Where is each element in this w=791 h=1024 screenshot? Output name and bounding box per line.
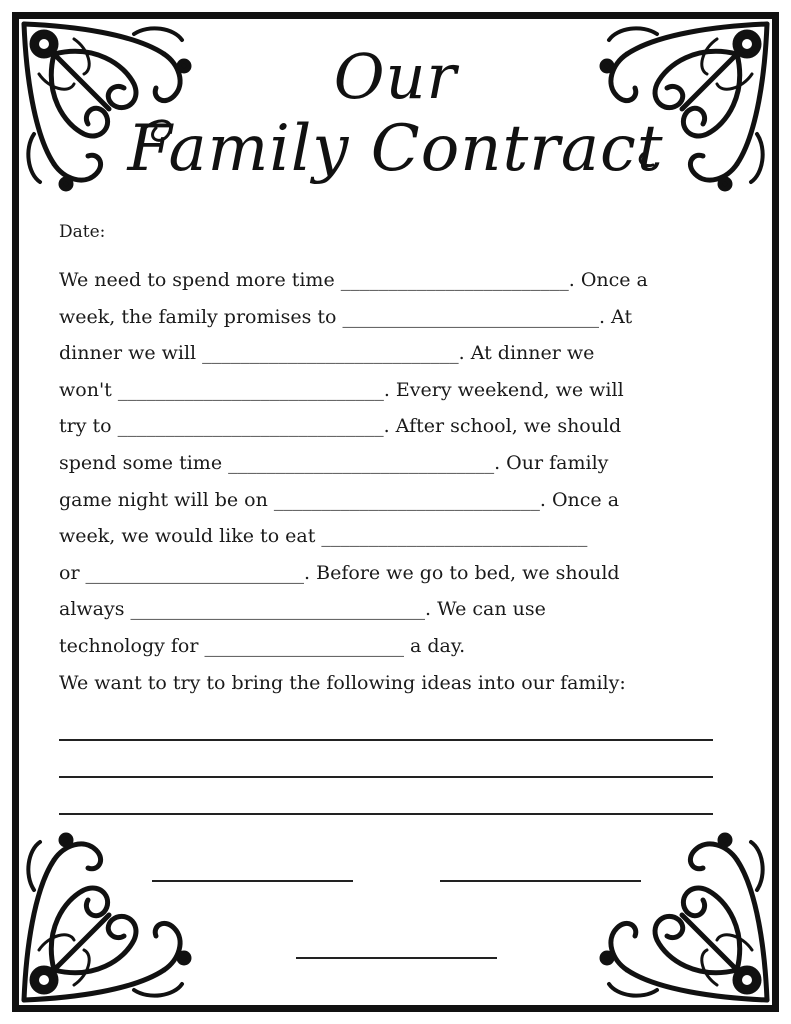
title-family-contract: Family Contract bbox=[127, 112, 664, 186]
contract-line: game night will be on ____________________________. Once a bbox=[59, 488, 620, 511]
contract-line: or _______________________. Before we go to bed, we should bbox=[59, 561, 620, 584]
writing-line[interactable] bbox=[59, 741, 713, 778]
contract-body bbox=[59, 262, 734, 701]
contract-line: week, the family promises to ___________________________. At bbox=[59, 305, 633, 328]
contract-line: dinner we will ___________________________. At dinner we bbox=[59, 342, 595, 365]
contract-line: We need to spend more time ________________________. Once a bbox=[59, 269, 648, 291]
signature-line[interactable] bbox=[152, 880, 353, 882]
contract-line: We want to try to bring the following ideas into our family: bbox=[59, 671, 626, 694]
contract-line: week, we would like to eat ____________________________ bbox=[59, 525, 588, 548]
contract-line: spend some time ____________________________. Our family bbox=[59, 451, 609, 474]
contract-line: always _______________________________. We can use bbox=[59, 598, 546, 621]
writing-line[interactable] bbox=[59, 704, 713, 741]
ideas-writing-area bbox=[59, 704, 719, 815]
signature-line[interactable] bbox=[296, 957, 497, 959]
contract-line: technology for _____________________ a day. bbox=[59, 634, 466, 657]
contract-line: try to ____________________________. After school, we should bbox=[59, 415, 622, 438]
date-label: Date: bbox=[59, 222, 106, 242]
flourish-corner-icon bbox=[14, 820, 204, 1010]
title-our: Our bbox=[333, 40, 458, 113]
contract-line: won't ____________________________. Every weekend, we will bbox=[59, 378, 624, 401]
writing-line[interactable] bbox=[59, 778, 713, 815]
title-swirl-icon bbox=[138, 110, 658, 170]
signature-line[interactable] bbox=[440, 880, 641, 882]
flourish-corner-icon bbox=[587, 820, 777, 1010]
